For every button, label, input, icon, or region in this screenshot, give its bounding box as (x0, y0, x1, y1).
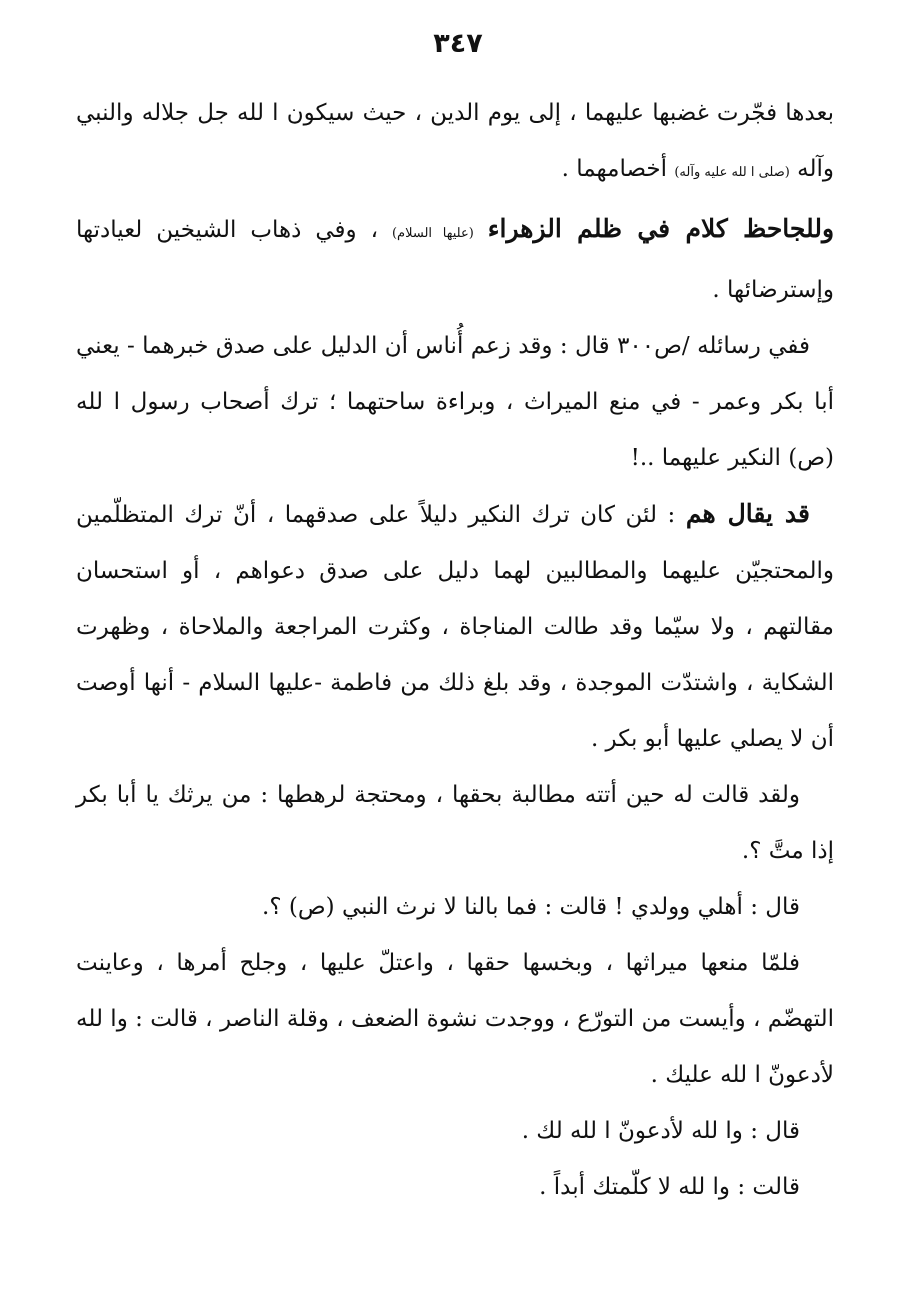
paragraph-7 (76, 935, 834, 1103)
paragraph-2 (76, 201, 834, 318)
honorific-note: (عليها السلام) (391, 226, 474, 241)
paragraph-6-text: قال : أهلي وولدي ! قالت : فما بالنا لا نرث النبي (ص) ؟. (262, 894, 800, 920)
honorific-note: (صلى ا لله عليه وآله) (674, 165, 790, 180)
paragraph-4 (76, 486, 834, 767)
paragraph-9 (76, 1159, 834, 1215)
paragraph-3 (76, 318, 834, 486)
paragraph-1 (76, 85, 834, 201)
paragraph-3-text: ففي رسائله /ص٣٠٠ قال : وقد زعم أُناس أن الدليل على صدق خبرهما - يعني أبا بكر وعمر - في منع الميراث ، وبراءة ساحتهما ؛ ترك أصحاب رسول ا لله (ص) النكير عليهما ..! (76, 333, 834, 471)
paragraph-5-text: ولقد قالت له حين أتته مطالبة بحقها ، ومحتجة لرهطها : من يرثك يا أبا بكر إذا متَّ ؟. (76, 782, 834, 864)
paragraph-1-text: بعدها فجّرت غضبها عليهما ، إلى يوم الدين ، حيث سيكون ا لله جل جلاله والنبي وآله (76, 100, 834, 182)
paragraph-8-text: قال : وا لله لأدعونّ ا لله لك . (521, 1118, 800, 1144)
paragraph-4-text: : لئن كان ترك النكير دليلاً على صدقهما ، أنّ ترك المتظلّمين والمحتجيّن عليهما والمطالبين لهما دليل على صدق دعواهم ، أو استحسان مقالتهم ، ولا سيّما وقد طالت المناجاة ، وكثرت المراجعة والملاحاة ، وظهرت الشكاية ، واشتدّت الموجدة ، وقد بلغ ذلك من فاطمة -عليها السلام - أنها أوصت أن لا يصلي عليها أبو بكر . (76, 502, 834, 752)
bold-heading-jahiz: وللجاحظ كلام في ظلم الزهراء (487, 214, 835, 243)
bold-heading-qad-yuqal: قد يقال هم (685, 499, 810, 528)
paragraph-6 (76, 879, 834, 935)
paragraph-5 (76, 767, 834, 879)
page-number: ٣٤٧ (433, 28, 483, 59)
paragraph-9-text: قالت : وا لله لا كلّمتك أبداً . (539, 1174, 800, 1200)
paragraph-7-text: فلمّا منعها ميراثها ، وبخسها حقها ، واعتلّ عليها ، وجلح أمرها ، وعاينت التهضّم ، وأيست من التورّع ، ووجدت نشوة الضعف ، وقلة الناصر ، قالت : وا لله لأدعونّ ا لله عليك . (76, 950, 834, 1088)
paragraph-8 (76, 1103, 834, 1159)
paragraph-1-end: أخصامهما . (561, 156, 668, 182)
paragraph-2-text: ، وفي ذهاب الشيخين لعيادتها وإسترضائها . (76, 217, 834, 303)
page-body (76, 85, 834, 1215)
